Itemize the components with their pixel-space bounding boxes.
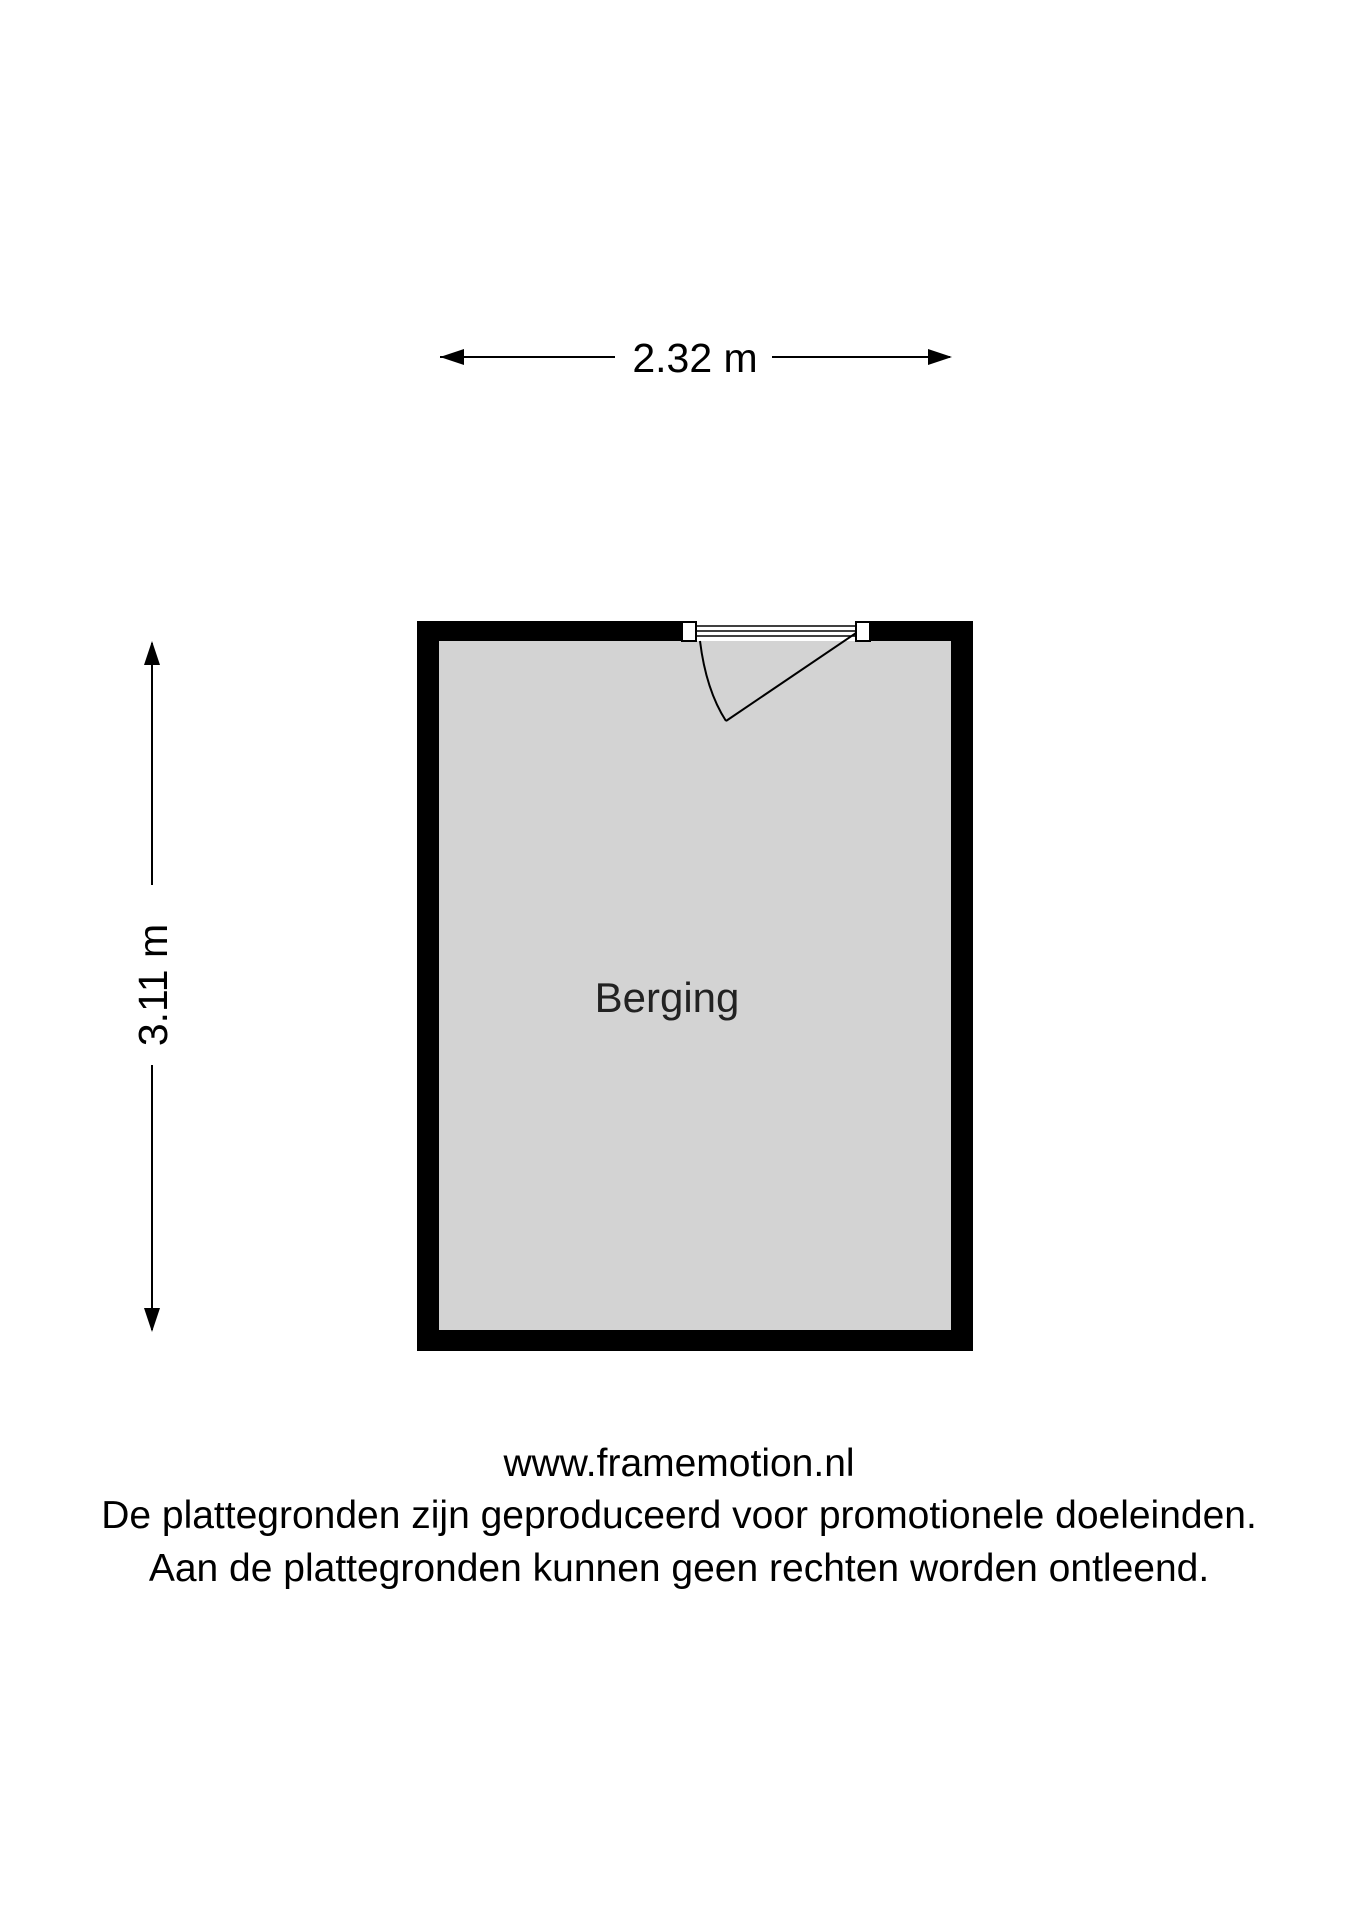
- height-arrow-bottom-icon: [144, 1308, 160, 1332]
- door-jamb-right: [856, 622, 870, 641]
- width-dimension: [440, 335, 952, 381]
- footer-disclaimer-line2: Aan de plattegronden kunnen geen rechten worden ontleend.: [148, 1547, 1210, 1590]
- height-dimension-label: 3.11 m: [130, 923, 176, 1047]
- room-berging: [417, 621, 973, 1351]
- height-arrow-top-icon: [144, 641, 160, 665]
- footer-url: www.framemotion.nl: [503, 1442, 855, 1485]
- height-dimension: [130, 641, 176, 1332]
- door-jamb-left: [682, 622, 696, 641]
- footer-disclaimer-line1: De plattegronden zijn geproduceerd voor promotionele doeleinden.: [101, 1494, 1257, 1537]
- width-arrow-left-icon: [440, 349, 464, 365]
- width-arrow-right-icon: [928, 349, 952, 365]
- room-label: Berging: [594, 974, 740, 1021]
- width-dimension-label: 2.32 m: [632, 335, 758, 381]
